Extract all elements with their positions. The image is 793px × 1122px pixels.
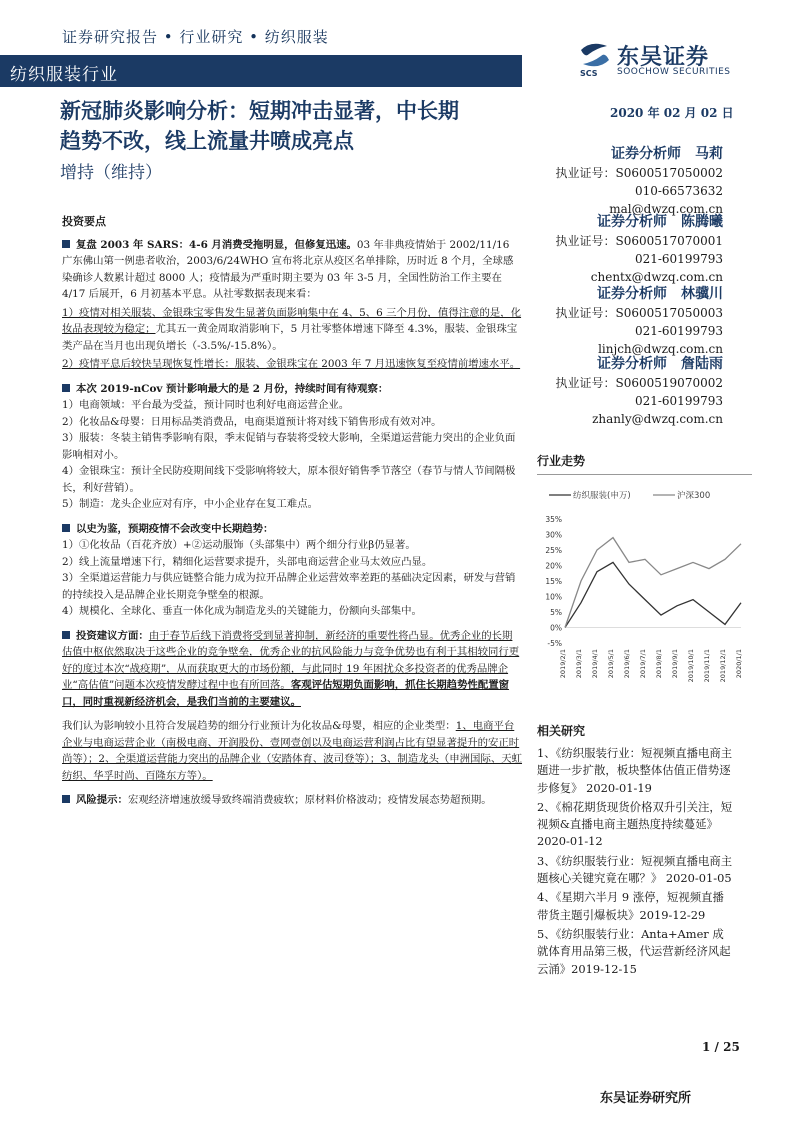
company-logo bbox=[577, 38, 747, 82]
page-number: 1 / 25 bbox=[702, 1040, 740, 1054]
list-item: 5）制造：龙头企业应对有序，中小企业存在复工难点。 bbox=[62, 498, 318, 510]
sars-point-2-underlined: 2）疫情平息后较快呈现恢复性增长：服装、金银珠宝在 2003 年 7 月迅速恢复至疫情前增速水平。 bbox=[62, 358, 521, 370]
analyst-title: 证券分析师 林骥川 bbox=[597, 286, 723, 302]
highlight-head: 以史为鉴，预期疫情不会改变中长期趋势： bbox=[76, 522, 274, 535]
y-tick-label: 10% bbox=[545, 592, 562, 602]
analyst-email[interactable]: chentx@dwzq.com.cn bbox=[590, 270, 723, 284]
title-line-1: 新冠肺炎影响分析：短期冲击显著，中长期 bbox=[60, 98, 459, 123]
y-tick-label: 30% bbox=[545, 530, 562, 540]
divider bbox=[537, 474, 752, 475]
analyst-phone: 010-66573632 bbox=[634, 184, 723, 198]
series-line bbox=[565, 562, 741, 627]
analyst-cert: 执业证号：S0600517050002 bbox=[555, 166, 723, 180]
x-tick-label: 2020/1/1 bbox=[735, 649, 743, 679]
analyst-title: 证券分析师 马莉 bbox=[611, 146, 723, 162]
analyst-cert: 执业证号：S0600517070001 bbox=[555, 234, 723, 248]
legend-label: 沪深300 bbox=[677, 491, 711, 501]
highlight-head: 投资建议方面： bbox=[76, 629, 149, 642]
sectors-underlined: 1、电商平台企业与电商运营企业（南极电商、开润股份、壹网壹创以及电商运营利润占比有望显著提升的安正时尚等）；2、全渠道运营能力突出的品牌企业（安踏体育、波司登等）；3、制造龙头（申洲国际、天虹纺织、华孚时尚、百隆东方等）。 bbox=[62, 720, 523, 782]
list-item: 2）化妆品&母婴：日用标品类消费品，电商渠道预计将对线下销售形成有效对冲。 bbox=[62, 415, 442, 428]
highlight-advice bbox=[62, 628, 522, 711]
y-tick-label: 20% bbox=[545, 561, 562, 571]
logo-cn: 东吴证券 bbox=[617, 44, 710, 70]
square-bullet-icon bbox=[62, 240, 70, 248]
square-bullet-icon bbox=[62, 631, 70, 639]
analyst-phone: 021-60199793 bbox=[634, 394, 723, 408]
list-item: 4）规模化、全球化、垂直一体化成为制造龙头的关键能力，份额向头部集中。 bbox=[62, 605, 422, 617]
analyst-cert: 执业证号：S0600519070002 bbox=[555, 376, 723, 390]
logo-mark-icon bbox=[577, 38, 613, 78]
highlight-sars bbox=[62, 237, 522, 303]
x-tick-label: 2019/2/1 bbox=[559, 649, 567, 679]
list-item: 2）线上流量增速下行，精细化运营要求提升，头部电商运营企业马太效应凸显。 bbox=[62, 555, 433, 568]
analyst-cert: 执业证号：S0600517050003 bbox=[555, 306, 723, 320]
analyst-title: 证券分析师 詹陆雨 bbox=[597, 356, 723, 372]
list-item: 1）电商领域：平台最为受益，预计同时也利好电商运营企业。 bbox=[62, 399, 350, 411]
analyst-email[interactable]: mal@dwzq.com.cn bbox=[609, 202, 723, 216]
industry-band-label: 纺织服装行业 bbox=[10, 65, 118, 85]
y-tick-label: -5% bbox=[547, 639, 562, 648]
industry-trend-chart bbox=[537, 485, 747, 690]
x-tick-label: 2019/11/1 bbox=[703, 649, 711, 683]
highlight-head: 复盘 2003 年 SARS：4-6 月消费受拖明显，但修复迅速。 bbox=[76, 238, 357, 251]
legend-label: 纺织服装(申万) bbox=[573, 491, 631, 501]
x-tick-label: 2019/7/1 bbox=[639, 649, 647, 679]
investment-highlights bbox=[62, 214, 522, 809]
highlight-ncov bbox=[62, 381, 522, 398]
y-tick-label: 0% bbox=[550, 623, 562, 633]
x-tick-label: 2019/9/1 bbox=[671, 649, 679, 679]
analyst-card bbox=[548, 144, 723, 218]
square-bullet-icon bbox=[62, 795, 70, 803]
chart-svg bbox=[537, 485, 747, 690]
related-item[interactable]: 1、《纺织服装行业：短视频直播电商主题进一步扩散，板块整体估值正借势逐步修复》 2020-01-19 bbox=[537, 746, 733, 795]
highlight-risk bbox=[62, 792, 522, 809]
related-title: 相关研究 bbox=[537, 724, 586, 738]
y-tick-label: 15% bbox=[545, 577, 562, 586]
logo-en: SOOCHOW SECURITIES bbox=[617, 67, 731, 77]
analyst-email[interactable]: linjch@dwzq.com.cn bbox=[598, 342, 723, 356]
related-item[interactable]: 3、《纺织服装行业：短视频直播电商主题核心关键究竟在哪？》 2020-01-05 bbox=[537, 853, 733, 886]
report-title bbox=[60, 96, 530, 156]
footer-org: 东吴证券研究所 bbox=[600, 1091, 692, 1106]
section-title: 投资要点 bbox=[62, 215, 106, 228]
list-item: 4）金银珠宝：预计全民防疫期间线下受影响将较大，原本很好销售季节落空（春节与情人节间隔极长，利好营销）。 bbox=[62, 465, 516, 494]
related-list bbox=[537, 745, 735, 980]
ncov-list bbox=[62, 397, 522, 513]
x-tick-label: 2019/8/1 bbox=[655, 649, 663, 679]
analyst-card bbox=[548, 212, 723, 286]
highlight-history bbox=[62, 521, 522, 538]
list-item: 3）全渠道运营能力与供应链整合能力成为拉开品牌企业运营效率差距的基础决定因素，研发与营销的持续投入是品牌企业长期竞争壁垒的根源。 bbox=[62, 572, 516, 601]
y-tick-label: 25% bbox=[545, 546, 562, 555]
x-tick-label: 2019/6/1 bbox=[623, 649, 631, 679]
rating: 增持（维持） bbox=[60, 163, 162, 183]
x-tick-label: 2019/3/1 bbox=[575, 649, 583, 679]
trend-title: 行业走势 bbox=[537, 454, 586, 468]
sars-point-1-underlined: 1）疫情对相关服装、金银珠宝零售发生显著负面影响集中在 4、5、6 三个月份，值得注意的是，化妆品表现较为稳定； bbox=[62, 306, 522, 335]
analyst-card bbox=[548, 354, 723, 428]
x-tick-label: 2019/12/1 bbox=[719, 649, 727, 683]
y-tick-label: 5% bbox=[550, 608, 562, 617]
report-category: 证券研究报告 • 行业研究 • 纺织服装 bbox=[62, 28, 329, 46]
history-list bbox=[62, 537, 522, 620]
industry-band bbox=[0, 55, 522, 87]
x-tick-label: 2019/4/1 bbox=[591, 649, 599, 679]
analyst-phone: 021-60199793 bbox=[634, 324, 723, 338]
list-item: 1）①化妆品（百花齐放）+②运动服饰（头部集中）两个细分行业β仍显著。 bbox=[62, 539, 416, 551]
list-item: 3）服装：冬装主销售季影响有限，季末促销与春装将受较大影响，全渠道运营能力突出的企业负面影响相对小。 bbox=[62, 432, 516, 461]
report-date: 2020 年 02 月 02 日 bbox=[610, 106, 734, 120]
analyst-phone: 021-60199793 bbox=[634, 252, 723, 266]
related-item[interactable]: 4、《星期六半月 9 涨停，短视频直播带货主题引爆板块》2019-12-29 bbox=[537, 890, 724, 922]
advice-text: 由于春节后线下消费将受到显著抑制，新经济的重要性将凸显。优秀企业的长期估值中枢依然取决于这些企业的竞争壁垒，优秀企业的抗风险能力与竞争优势也有利于其相较同行更好的度过本次“战疫期”，从而获取更大的市场份额，与此同时 19 年困扰众多投资者的优秀品牌企业“高估值”问题本次疫情发酵过程中也有所回落。 bbox=[62, 629, 520, 691]
related-item[interactable]: 2、《棉花期货现货价格双升引关注，短视频&直播电商主题热度持续蔓延》2020-01-12 bbox=[537, 799, 733, 849]
advice-bold: 客观评估短期负面影响，抓住长期趋势性配置窗口，同时重视新经济机会，是我们当前的主要建议。 bbox=[62, 679, 510, 708]
y-tick-label: 35% bbox=[545, 515, 562, 524]
sars-point-1-rest: 尤其五一黄金周取消影响下，5 月社零整体增速下降至 4.3%，服装、金银珠宝类产品在当月也出现负增长（-3.5%/-15.8%）。 bbox=[62, 323, 518, 352]
highlight-head: 风险提示： bbox=[76, 794, 128, 806]
highlight-text: 03 年非典疫情始于 2002/11/16 广东佛山第一例患者收治，2003/6/24WHO 宣布将北京从疫区名单排除，历时近 8 个月，全球感染确诊人数累计超过 8000 人；疫情最为严重时期主要为 03 年 3-5 月，全国性防治工作主要在 4/17 后展开，6 月初基本平息。从社零数据表现来看： bbox=[62, 238, 514, 300]
analyst-title: 证券分析师 陈腾曦 bbox=[597, 214, 723, 230]
sars-point-2 bbox=[62, 356, 522, 373]
square-bullet-icon bbox=[62, 524, 70, 532]
square-bullet-icon bbox=[62, 384, 70, 392]
x-tick-label: 2019/10/1 bbox=[687, 649, 695, 683]
analyst-email[interactable]: zhanly@dwzq.com.cn bbox=[592, 412, 723, 426]
sectors-text: 我们认为影响较小且符合发展趋势的细分行业预计为化妆品&母婴，相应的企业类型： bbox=[62, 720, 456, 732]
risk-text: 宏观经济增速放缓导致终端消费疲软；原材料价格波动；疫情发展态势超预期。 bbox=[127, 794, 492, 806]
x-tick-label: 2019/5/1 bbox=[607, 649, 615, 679]
analyst-card bbox=[548, 284, 723, 358]
logo-mark-text: SCS bbox=[580, 69, 598, 78]
highlight-sectors bbox=[62, 718, 522, 784]
sars-point-1 bbox=[62, 305, 522, 355]
title-line-2: 趋势不改，线上流量井喷成亮点 bbox=[60, 128, 354, 153]
related-item[interactable]: 5、《纺织服装行业：Anta+Amer 成就体育用品第三极，代运营新经济风起云涌》2019-12-15 bbox=[537, 926, 731, 976]
highlight-head: 本次 2019-nCov 预计影响最大的是 2 月份，持续时间有待观察： bbox=[76, 382, 389, 395]
